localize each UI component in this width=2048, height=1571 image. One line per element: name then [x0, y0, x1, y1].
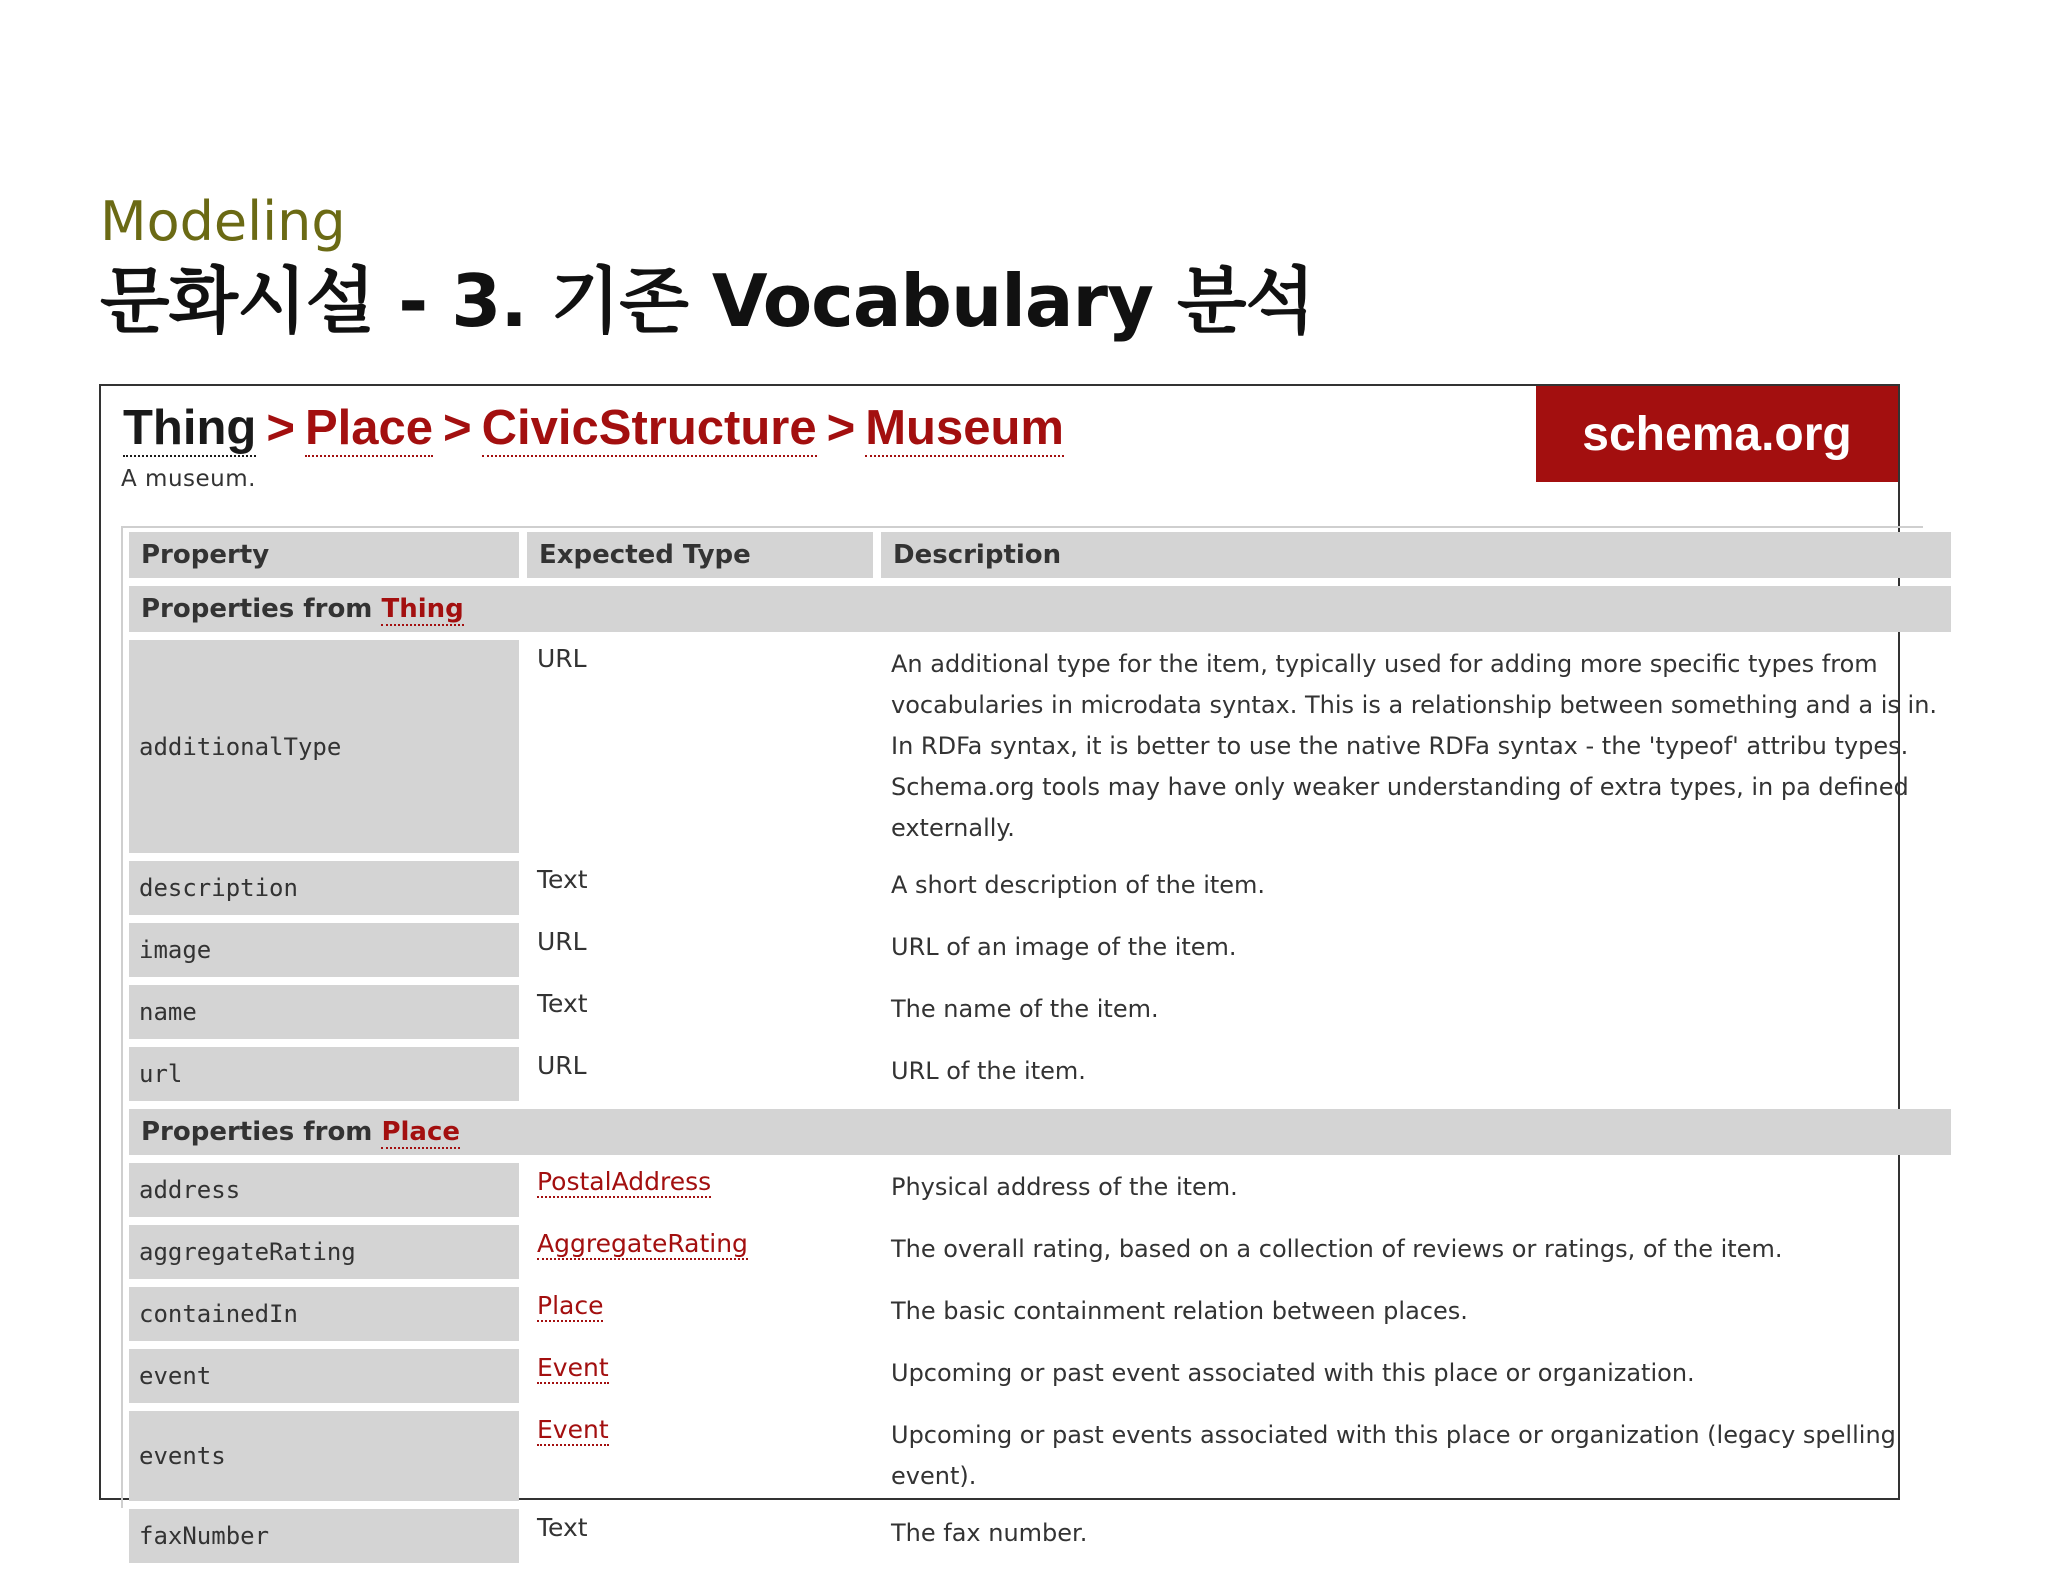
properties-table-body: [129, 586, 1951, 1563]
section-header-row: [129, 1109, 1951, 1155]
expected-type-cell: [527, 985, 873, 1039]
table-row: [129, 985, 1951, 1039]
expected-type-text: URL: [537, 644, 587, 673]
table-row: [129, 1287, 1951, 1341]
expected-type-cell: [527, 1349, 873, 1403]
property-description: Physical address of the item.: [891, 1173, 1238, 1201]
expected-type-link[interactable]: Event: [537, 1415, 609, 1444]
expected-type-text: URL: [537, 927, 587, 956]
property-description: The name of the item.: [891, 995, 1159, 1023]
column-header-property: Property: [129, 532, 519, 578]
property-name[interactable]: events: [129, 1411, 519, 1501]
property-name[interactable]: containedIn: [129, 1287, 519, 1341]
property-description: URL of the item.: [891, 1057, 1086, 1085]
expected-type-cell: [527, 1509, 873, 1563]
section-header: [129, 586, 1951, 632]
properties-table-container: [121, 526, 1938, 1550]
property-description: Upcoming or past event associated with this place or organization.: [891, 1359, 1695, 1387]
property-description: An additional type for the item, typically used for adding more specific types from vocabularies in microdata syntax. This is a relationship between something and a is in. In RDFa syntax, it is better to use the native RDFa syntax - the 'typeof' attribu types. Schema.org tools may have only weaker understanding of extra types, in pa defined externally.: [891, 650, 1938, 842]
property-name[interactable]: faxNumber: [129, 1509, 519, 1563]
section-label: Properties from: [141, 1117, 373, 1147]
property-description: The fax number.: [891, 1519, 1088, 1547]
column-header-expected-type: Expected Type: [527, 532, 873, 578]
property-name[interactable]: additionalType: [129, 640, 519, 853]
screenshot-frame: [99, 384, 1938, 1550]
expected-type-link[interactable]: AggregateRating: [537, 1229, 748, 1258]
section-header: [129, 1109, 1951, 1155]
expected-type-cell: [527, 1047, 873, 1101]
expected-type-link[interactable]: Event: [537, 1353, 609, 1382]
expected-type-link[interactable]: PostalAddress: [537, 1167, 712, 1196]
table-row: [129, 1349, 1951, 1403]
table-row: [129, 1225, 1951, 1279]
table-row: [129, 1163, 1951, 1217]
property-name[interactable]: url: [129, 1047, 519, 1101]
breadcrumb-separator: >: [443, 401, 472, 455]
section-label: Properties from: [141, 594, 373, 624]
table-row: [129, 861, 1951, 915]
expected-type-text: URL: [537, 1051, 587, 1080]
breadcrumb-museum[interactable]: Museum: [865, 401, 1064, 455]
properties-table: [121, 524, 1959, 1571]
expected-type-text: Text: [537, 865, 588, 894]
table-row: [129, 1509, 1951, 1563]
property-name[interactable]: name: [129, 985, 519, 1039]
breadcrumb-separator: >: [826, 401, 856, 455]
section-header-row: [129, 586, 1951, 632]
breadcrumb-separator: >: [266, 401, 295, 455]
expected-type-cell: [527, 923, 873, 977]
property-name[interactable]: event: [129, 1349, 519, 1403]
property-description: A short description of the item.: [891, 871, 1266, 899]
property-description: The overall rating, based on a collection of reviews or ratings, of the item.: [891, 1235, 1783, 1263]
expected-type-text: Text: [537, 989, 588, 1018]
expected-type-cell: [527, 1411, 873, 1501]
property-name[interactable]: image: [129, 923, 519, 977]
expected-type-link[interactable]: Place: [537, 1291, 604, 1320]
section-type-link[interactable]: Place: [381, 1117, 461, 1147]
expected-type-cell: [527, 1225, 873, 1279]
slide-kicker: Modeling: [100, 190, 346, 253]
table-row: [129, 640, 1951, 853]
property-name[interactable]: description: [129, 861, 519, 915]
type-summary: A museum.: [121, 466, 256, 492]
expected-type-cell: [527, 1287, 873, 1341]
table-row: [129, 1411, 1951, 1501]
breadcrumb-thing[interactable]: Thing: [123, 401, 257, 455]
property-description: Upcoming or past events associated with this place or organization (legacy spelling event).: [891, 1421, 1896, 1490]
section-type-link[interactable]: Thing: [381, 594, 464, 624]
breadcrumb-civicstructure[interactable]: CivicStructure: [481, 401, 817, 455]
expected-type-text: Text: [537, 1513, 588, 1542]
column-header-description: Description: [881, 532, 1951, 578]
table-row: [129, 1047, 1951, 1101]
expected-type-cell: [527, 1163, 873, 1217]
property-description: URL of an image of the item.: [891, 933, 1237, 961]
property-name[interactable]: address: [129, 1163, 519, 1217]
property-description: The basic containment relation between places.: [891, 1297, 1468, 1325]
breadcrumb: [123, 400, 1064, 456]
slide-title: 문화시설 - 3. 기존 Vocabulary 분석: [100, 259, 1315, 343]
expected-type-cell: [527, 640, 873, 853]
property-name[interactable]: aggregateRating: [129, 1225, 519, 1279]
expected-type-cell: [527, 861, 873, 915]
breadcrumb-place[interactable]: Place: [304, 401, 434, 455]
table-row: [129, 923, 1951, 977]
schema-org-logo[interactable]: schema.org: [1536, 386, 1898, 482]
